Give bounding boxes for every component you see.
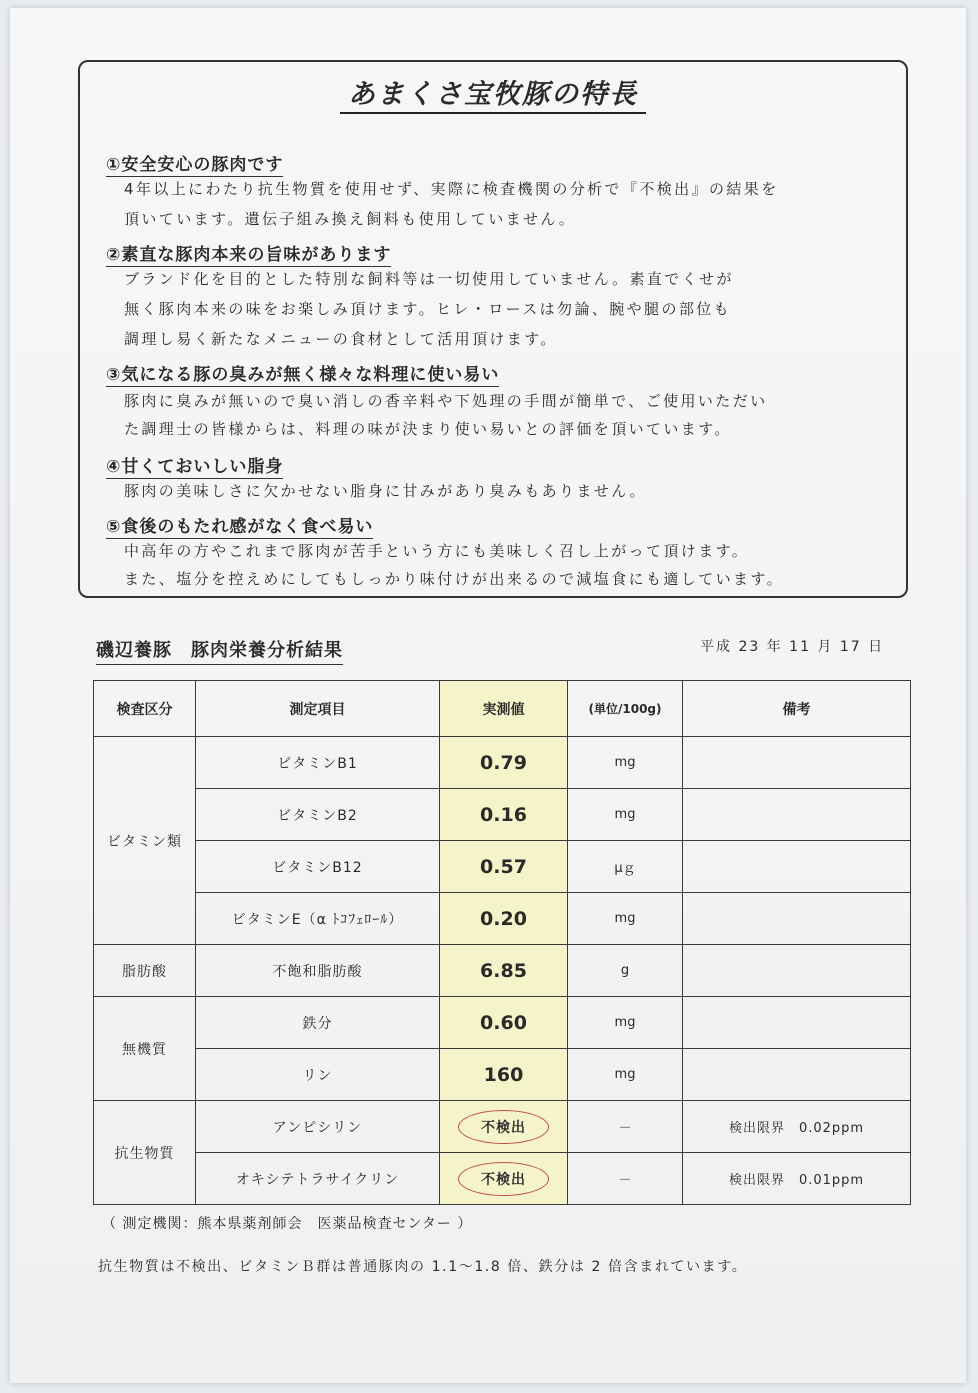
header-item: 測定項目 xyxy=(196,681,440,737)
note-cell xyxy=(683,841,911,893)
item-cell: リン xyxy=(196,1049,440,1101)
feature-text-line: 豚肉に臭みが無いので臭い消しの香辛料や下処理の手間が簡単で、ご使用いただい xyxy=(124,392,768,410)
table-row xyxy=(94,1101,911,1153)
summary-text: 抗生物質は不検出、ビタミンＢ群は普通豚肉の 1.1～1.8 倍、鉄分は 2 倍含まれています。 xyxy=(98,1259,748,1275)
features-box xyxy=(78,60,908,598)
item-cell: 鉄分 xyxy=(196,997,440,1049)
table-row xyxy=(94,945,911,997)
value-cell xyxy=(440,1153,568,1205)
item-cell: ビタミンE（α ﾄｺﾌｪﾛｰﾙ） xyxy=(196,893,440,945)
unit-cell: － xyxy=(568,1153,683,1205)
note-cell: 検出限界 0.02ppm xyxy=(683,1101,911,1153)
unit-cell: g xyxy=(568,945,683,997)
feature-text-line: 調理し易く新たなメニューの食材として活用頂けます。 xyxy=(124,330,558,348)
table-row xyxy=(94,737,911,789)
category-minerals: 無機質 xyxy=(94,997,196,1101)
not-detected-circle: 不検出 xyxy=(458,1162,549,1196)
not-detected-circle: 不検出 xyxy=(458,1110,549,1144)
unit-cell: mg xyxy=(568,893,683,945)
note-cell xyxy=(683,1049,911,1101)
feature-text-line: 豚肉の美味しさに欠かせない脂身に甘みがあり臭みもありません。 xyxy=(124,482,647,500)
table-row xyxy=(94,893,911,945)
table-row xyxy=(94,997,911,1049)
item-cell: オキシテトラサイクリン xyxy=(196,1153,440,1205)
table-row xyxy=(94,841,911,893)
value-cell: 0.16 xyxy=(440,789,568,841)
feature-text-line: 無く豚肉本来の味をお楽しみ頂けます。ヒレ・ロースは勿論、腕や腿の部位も xyxy=(124,300,732,318)
unit-cell: mg xyxy=(568,789,683,841)
unit-cell: mg xyxy=(568,1049,683,1101)
feature-heading-1: ①安全安心の豚肉です xyxy=(106,150,283,177)
table-row xyxy=(94,1049,911,1101)
table-header-row xyxy=(94,681,911,737)
feature-text-line: 頂いています。遺伝子組み換え飼料も使用していません。 xyxy=(124,210,577,228)
item-cell: ビタミンB1 xyxy=(196,737,440,789)
note-cell xyxy=(683,893,911,945)
analysis-date: 平成 23 年 11 月 17 日 xyxy=(700,639,885,655)
features-title: あまくさ宝牧豚の特長 xyxy=(80,72,906,111)
note-cell xyxy=(683,737,911,789)
value-cell: 160 xyxy=(440,1049,568,1101)
note-cell xyxy=(683,997,911,1049)
value-cell xyxy=(440,1101,568,1153)
feature-text-line: また、塩分を控えめにしてもしっかり味付けが出来るので減塩食にも適しています。 xyxy=(124,570,785,588)
item-cell: アンピシリン xyxy=(196,1101,440,1153)
feature-heading-2: ②素直な豚肉本来の旨味があります xyxy=(106,240,391,267)
feature-text-line: ブランド化を目的とした特別な飼料等は一切使用していません。素直でくせが xyxy=(124,270,734,288)
item-cell: ビタミンB12 xyxy=(196,841,440,893)
header-value: 実測値 xyxy=(440,681,568,737)
value-cell: 0.60 xyxy=(440,997,568,1049)
category-fatty-acids: 脂肪酸 xyxy=(94,945,196,997)
table-row xyxy=(94,1153,911,1205)
header-unit: (単位/100g) xyxy=(568,681,683,737)
nutrition-table xyxy=(93,680,911,1205)
value-cell: 6.85 xyxy=(440,945,568,997)
testing-institution: （ 測定機関：熊本県薬剤師会 医薬品検査センター ） xyxy=(102,1216,473,1232)
feature-heading-4: ④甘くておいしい脂身 xyxy=(106,452,283,479)
note-cell xyxy=(683,789,911,841)
feature-text-line: 中高年の方やこれまで豚肉が苦手という方にも美味しく召し上がって頂けます。 xyxy=(124,542,750,560)
header-category: 検査区分 xyxy=(94,681,196,737)
category-antibiotics: 抗生物質 xyxy=(94,1101,196,1205)
feature-heading-5: ⑤食後のもたれ感がなく食べ易い xyxy=(106,512,373,539)
value-cell: 0.20 xyxy=(440,893,568,945)
header-note: 備考 xyxy=(683,681,911,737)
value-cell: 0.79 xyxy=(440,737,568,789)
item-cell: ビタミンB2 xyxy=(196,789,440,841)
category-vitamins: ビタミン類 xyxy=(94,737,196,945)
unit-cell: mg xyxy=(568,997,683,1049)
note-cell: 検出限界 0.01ppm xyxy=(683,1153,911,1205)
item-cell: 不飽和脂肪酸 xyxy=(196,945,440,997)
unit-cell: － xyxy=(568,1101,683,1153)
note-cell xyxy=(683,945,911,997)
analysis-title: 磯辺養豚 豚肉栄養分析結果 xyxy=(96,636,343,665)
feature-heading-3: ③気になる豚の臭みが無く様々な料理に使い易い xyxy=(106,360,499,387)
unit-cell: μｇ xyxy=(568,841,683,893)
table-row xyxy=(94,789,911,841)
feature-text-line: 4年以上にわたり抗生物質を使用せず、実際に検査機関の分析で『不検出』の結果を xyxy=(124,180,779,198)
unit-cell: mg xyxy=(568,737,683,789)
value-cell: 0.57 xyxy=(440,841,568,893)
feature-text-line: た調理士の皆様からは、料理の味が決まり使い易いとの評価を頂いています。 xyxy=(124,420,732,438)
